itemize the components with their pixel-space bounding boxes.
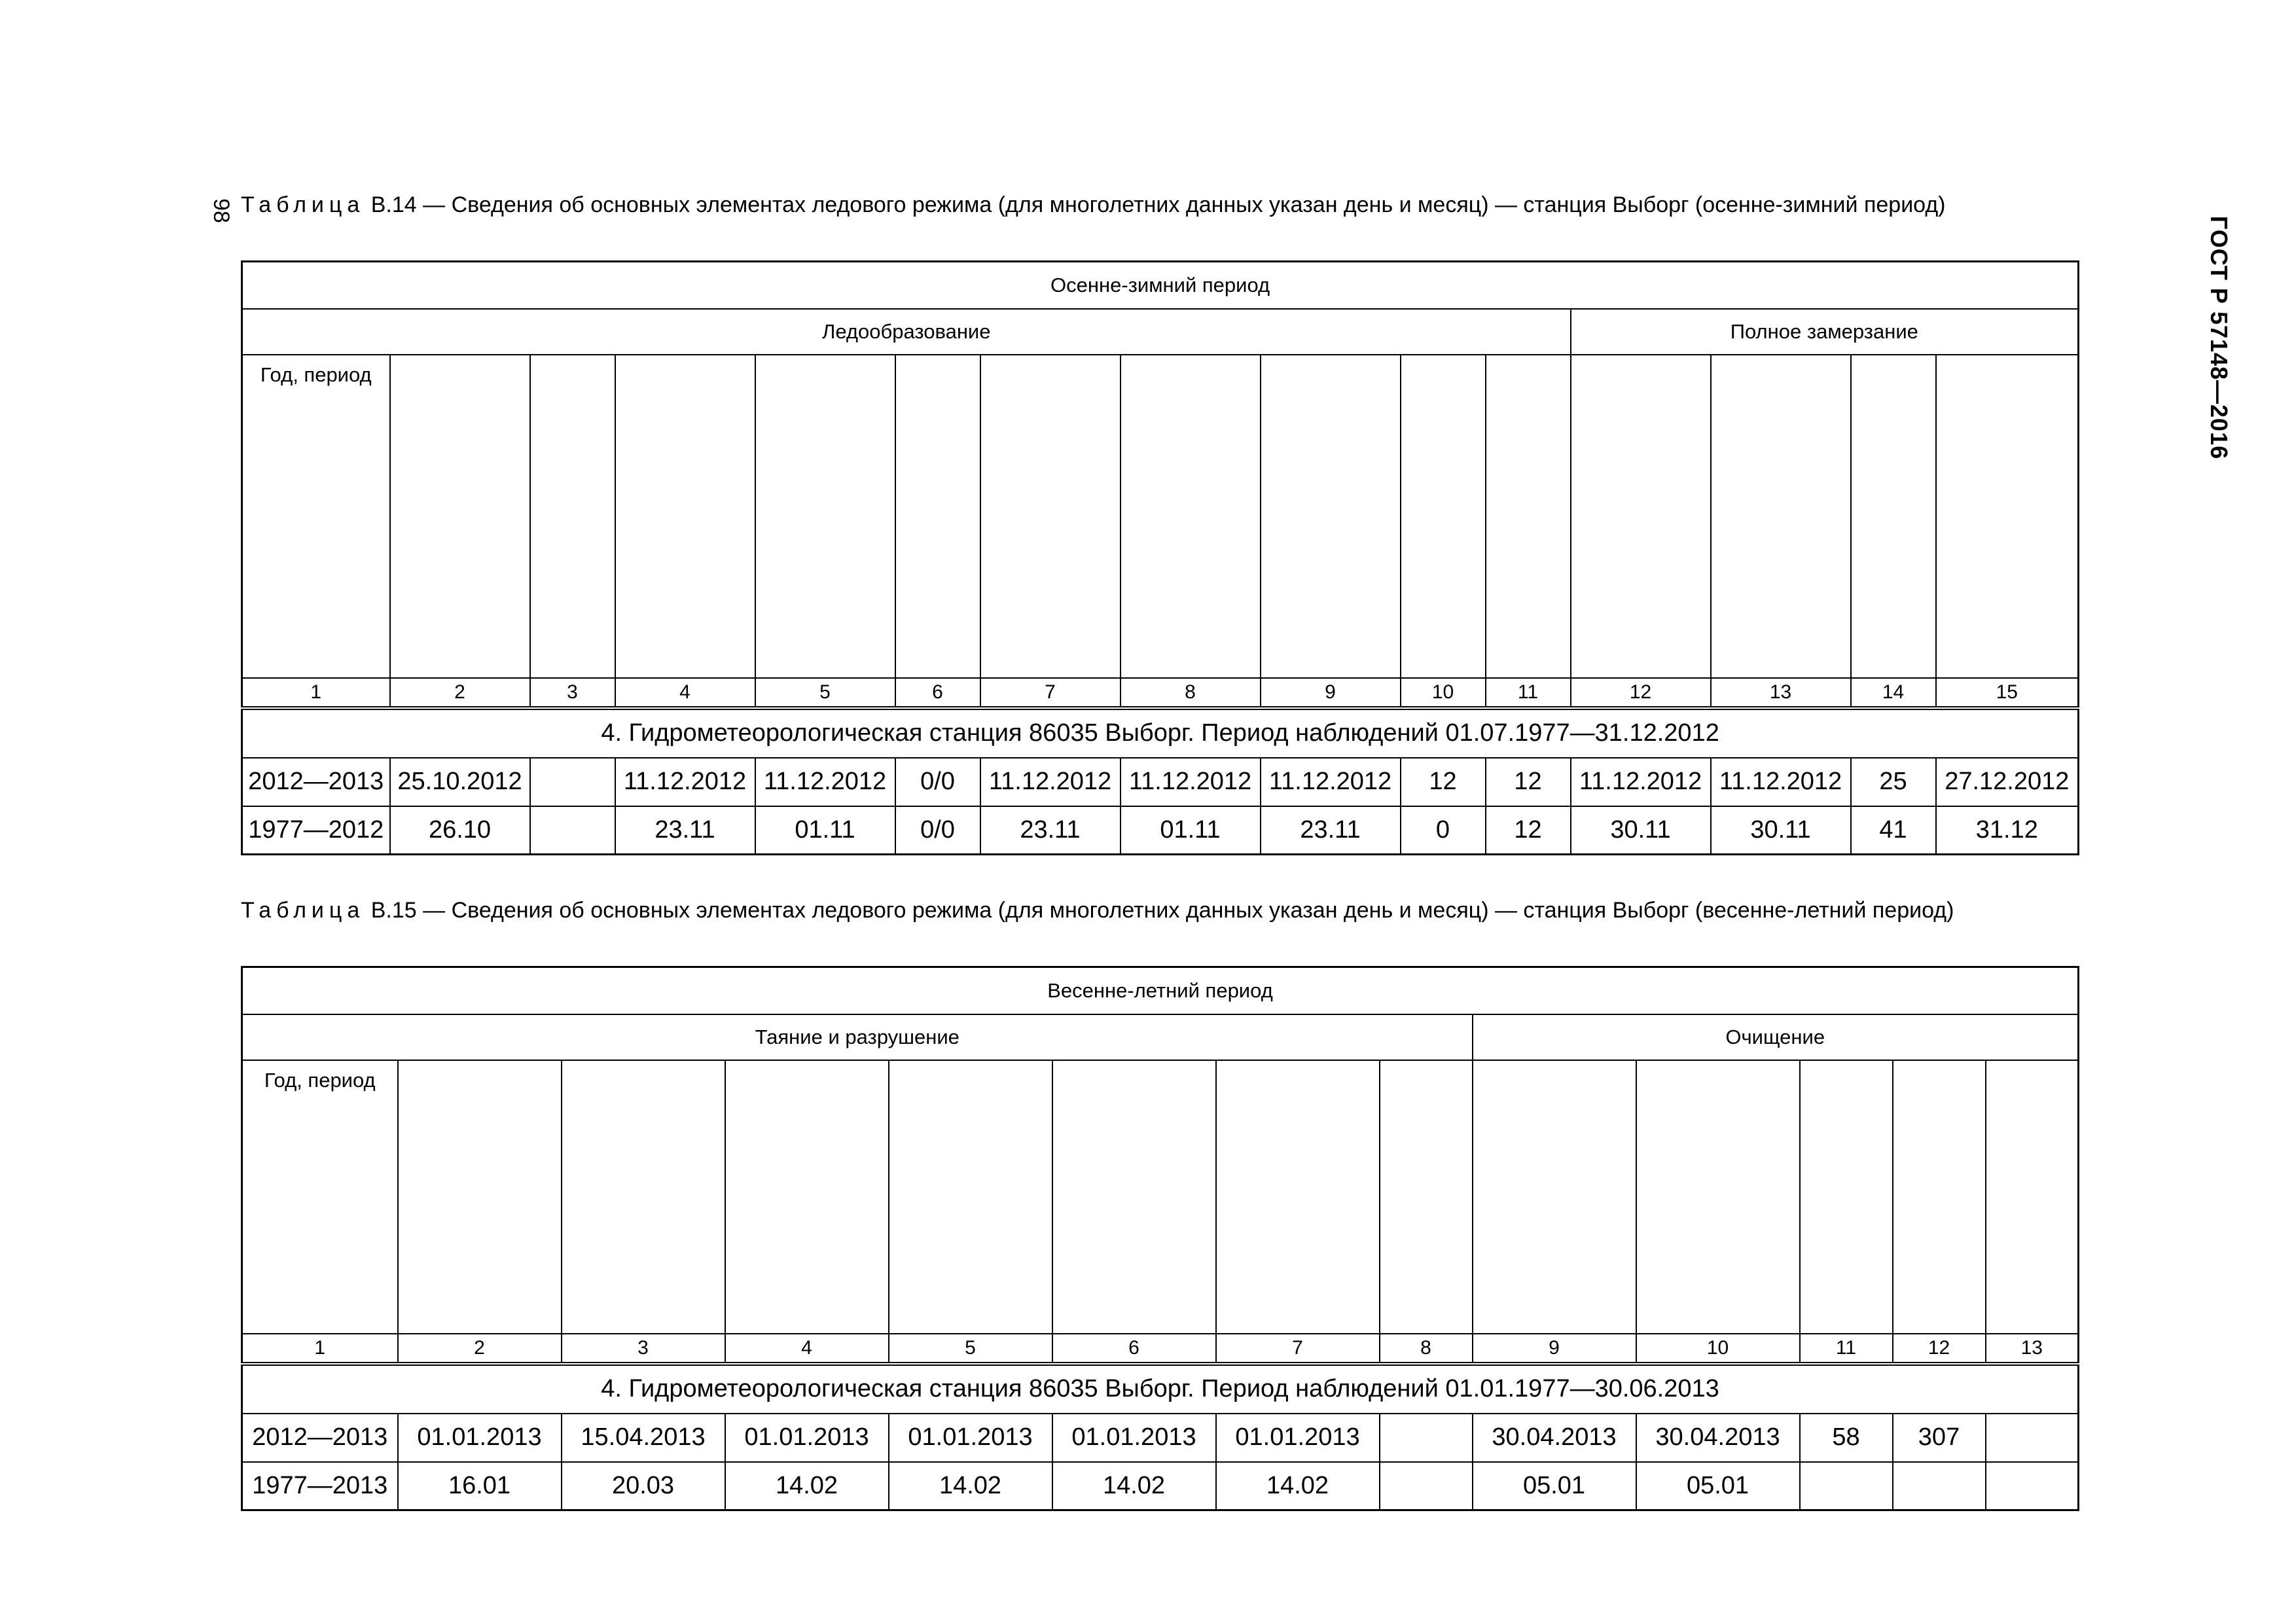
table14-cell (530, 758, 615, 806)
table14-group-full-freeze: Полное замерзание (1571, 309, 2079, 355)
table14-col-header (895, 355, 980, 678)
table14-cell: 25 (1851, 758, 1936, 806)
table14-col-header (1936, 355, 2079, 678)
table14-col-header (755, 355, 895, 678)
table14-cell: 12 (1401, 758, 1486, 806)
table-row (242, 806, 2079, 855)
table14-cell: 23.11 (980, 806, 1121, 855)
table15-col-header (1216, 1060, 1380, 1334)
table15-col-number: 8 (1380, 1334, 1473, 1364)
page-number: 98 (209, 198, 234, 223)
table14-cell: 12 (1486, 758, 1571, 806)
table15-col-number: 6 (1052, 1334, 1216, 1364)
table14-cell: 0 (1401, 806, 1486, 855)
table15-col-header (725, 1060, 889, 1334)
table14-col-header (1121, 355, 1261, 678)
table15-col-header (1800, 1060, 1893, 1334)
table15-cell (1800, 1462, 1893, 1510)
table14-col-number: 4 (615, 678, 755, 708)
table14-col-header (1711, 355, 1851, 678)
table14-cell: 31.12 (1936, 806, 2079, 855)
table14-cell (530, 806, 615, 855)
table15-cell: 14.02 (725, 1462, 889, 1510)
table14-col-header (1401, 355, 1486, 678)
table-row (242, 1462, 2079, 1510)
table15-cell: 30.04.2013 (1636, 1414, 1800, 1462)
table15-col-number: 10 (1636, 1334, 1800, 1364)
table14-period-title: Осенне-зимний период (242, 262, 2079, 309)
table14-cell: 0/0 (895, 806, 980, 855)
table15-header-row (242, 1060, 2079, 1334)
table14-caption (241, 190, 2077, 220)
table15-cell: 01.01.2013 (725, 1414, 889, 1462)
table15-cell: 1977—2013 (242, 1462, 398, 1510)
table14-cell: 23.11 (1261, 806, 1401, 855)
table14-cell: 26.10 (390, 806, 530, 855)
table15-cell: 01.01.2013 (398, 1414, 562, 1462)
table14-station-section: 4. Гидрометеорологическая станция 86035 Выборг. Период наблюдений 01.07.1977—31.12.2012 (242, 708, 2079, 758)
table14-cell: 11.12.2012 (755, 758, 895, 806)
table14-col-header (390, 355, 530, 678)
table15-cell: 20.03 (562, 1462, 725, 1510)
table14-cell: 2012—2013 (242, 758, 390, 806)
table15-year-header: Год, период (242, 1060, 398, 1334)
table14-cell: 11.12.2012 (980, 758, 1121, 806)
table14-col-number: 6 (895, 678, 980, 708)
table14-cell: 23.11 (615, 806, 755, 855)
table14-cell: 30.11 (1711, 806, 1851, 855)
table15-cell: 01.01.2013 (1052, 1414, 1216, 1462)
table15-cell: 2012—2013 (242, 1414, 398, 1462)
table15-cell: 05.01 (1473, 1462, 1636, 1510)
table15-cell (1380, 1414, 1473, 1462)
table15-cell: 15.04.2013 (562, 1414, 725, 1462)
table14-cell: 11.12.2012 (1711, 758, 1851, 806)
table14-col-number: 1 (242, 678, 390, 708)
table14-col-number: 5 (755, 678, 895, 708)
table14-col-number: 12 (1571, 678, 1711, 708)
table14-cell: 11.12.2012 (1261, 758, 1401, 806)
table14-col-number: 11 (1486, 678, 1571, 708)
table15-cell (1986, 1462, 2079, 1510)
table14-cell: 01.11 (1121, 806, 1261, 855)
table14-col-header (980, 355, 1121, 678)
table15-period-title: Весенне-летний период (242, 967, 2079, 1014)
table14-cell: 1977—2012 (242, 806, 390, 855)
table14-cell: 01.11 (755, 806, 895, 855)
table15-station-section: 4. Гидрометеорологическая станция 86035 Выборг. Период наблюдений 01.01.1977—30.06.2013 (242, 1364, 2079, 1414)
table15-col-header (1636, 1060, 1800, 1334)
table15-cell (1380, 1462, 1473, 1510)
table14-col-number: 13 (1711, 678, 1851, 708)
table14-number-row (242, 678, 2079, 708)
table14-year-header: Год, период (242, 355, 390, 678)
table15-cell: 14.02 (1052, 1462, 1216, 1510)
table15-col-header (1986, 1060, 2079, 1334)
table14 (241, 260, 2079, 855)
table15-col-number: 13 (1986, 1334, 2079, 1364)
table15-cell: 14.02 (889, 1462, 1052, 1510)
table14-cell: 30.11 (1571, 806, 1711, 855)
table14-caption-word: Таблица (241, 192, 365, 217)
table15-col-header (1052, 1060, 1216, 1334)
table14-col-number: 7 (980, 678, 1121, 708)
table15-cell (1893, 1462, 1986, 1510)
table14-cell: 11.12.2012 (615, 758, 755, 806)
table14-cell: 27.12.2012 (1936, 758, 2079, 806)
table15-col-number: 3 (562, 1334, 725, 1364)
table15-col-header (889, 1060, 1052, 1334)
table15-group-melting: Таяние и разрушение (242, 1014, 1473, 1060)
table14-col-number: 9 (1261, 678, 1401, 708)
table14-cell: 12 (1486, 806, 1571, 855)
table15-cell: 05.01 (1636, 1462, 1800, 1510)
table14-header-row (242, 355, 2079, 678)
table15 (241, 966, 2079, 1511)
table15-caption-text: В.15 — Сведения об основных элементах ледового режима (для многолетних данных указан день и месяц) — станция Выборг (весенне-летний период) (365, 898, 1954, 923)
table15-caption-word: Таблица (241, 898, 365, 923)
table14-col-number: 10 (1401, 678, 1486, 708)
table15-col-number: 1 (242, 1334, 398, 1364)
table14-col-number: 3 (530, 678, 615, 708)
table14-cell: 11.12.2012 (1121, 758, 1261, 806)
table14-col-number: 14 (1851, 678, 1936, 708)
table14-col-header (615, 355, 755, 678)
table15-caption (241, 895, 2077, 925)
table14-cell: 0/0 (895, 758, 980, 806)
table15-col-number: 11 (1800, 1334, 1893, 1364)
table15-col-header (562, 1060, 725, 1334)
table15-cell (1986, 1414, 2079, 1462)
table15-cell: 307 (1893, 1414, 1986, 1462)
table14-group-ice-formation: Ледообразование (242, 309, 1571, 355)
table15-cell: 30.04.2013 (1473, 1414, 1636, 1462)
table15-col-header (1473, 1060, 1636, 1334)
table15-group-clearing: Очищение (1473, 1014, 2079, 1060)
table14-caption-text: В.14 — Сведения об основных элементах ледового режима (для многолетних данных указан день и месяц) — станция Выборг (осенне-зимний период) (365, 192, 1946, 217)
table15-cell: 14.02 (1216, 1462, 1380, 1510)
table14-col-number: 15 (1936, 678, 2079, 708)
table15-col-header (1893, 1060, 1986, 1334)
table15-col-number: 5 (889, 1334, 1052, 1364)
table14-col-number: 8 (1121, 678, 1261, 708)
table-row (242, 1414, 2079, 1462)
standard-code: ГОСТ Р 57148—2016 (2206, 215, 2233, 460)
table15-col-number: 7 (1216, 1334, 1380, 1364)
table15-col-header (1380, 1060, 1473, 1334)
table-row (242, 758, 2079, 806)
table15-cell: 58 (1800, 1414, 1893, 1462)
table14-col-number: 2 (390, 678, 530, 708)
table14-col-header (530, 355, 615, 678)
table14-cell: 11.12.2012 (1571, 758, 1711, 806)
table14-col-header (1261, 355, 1401, 678)
table15-col-number: 12 (1893, 1334, 1986, 1364)
table15-col-number: 9 (1473, 1334, 1636, 1364)
table15-col-header (398, 1060, 562, 1334)
table15-cell: 16.01 (398, 1462, 562, 1510)
table15-cell: 01.01.2013 (889, 1414, 1052, 1462)
table14-col-header (1571, 355, 1711, 678)
table15-number-row (242, 1334, 2079, 1364)
table14-col-header (1486, 355, 1571, 678)
table14-col-header (1851, 355, 1936, 678)
table14-cell: 41 (1851, 806, 1936, 855)
table15-col-number: 4 (725, 1334, 889, 1364)
table14-cell: 25.10.2012 (390, 758, 530, 806)
table15-cell: 01.01.2013 (1216, 1414, 1380, 1462)
table15-col-number: 2 (398, 1334, 562, 1364)
